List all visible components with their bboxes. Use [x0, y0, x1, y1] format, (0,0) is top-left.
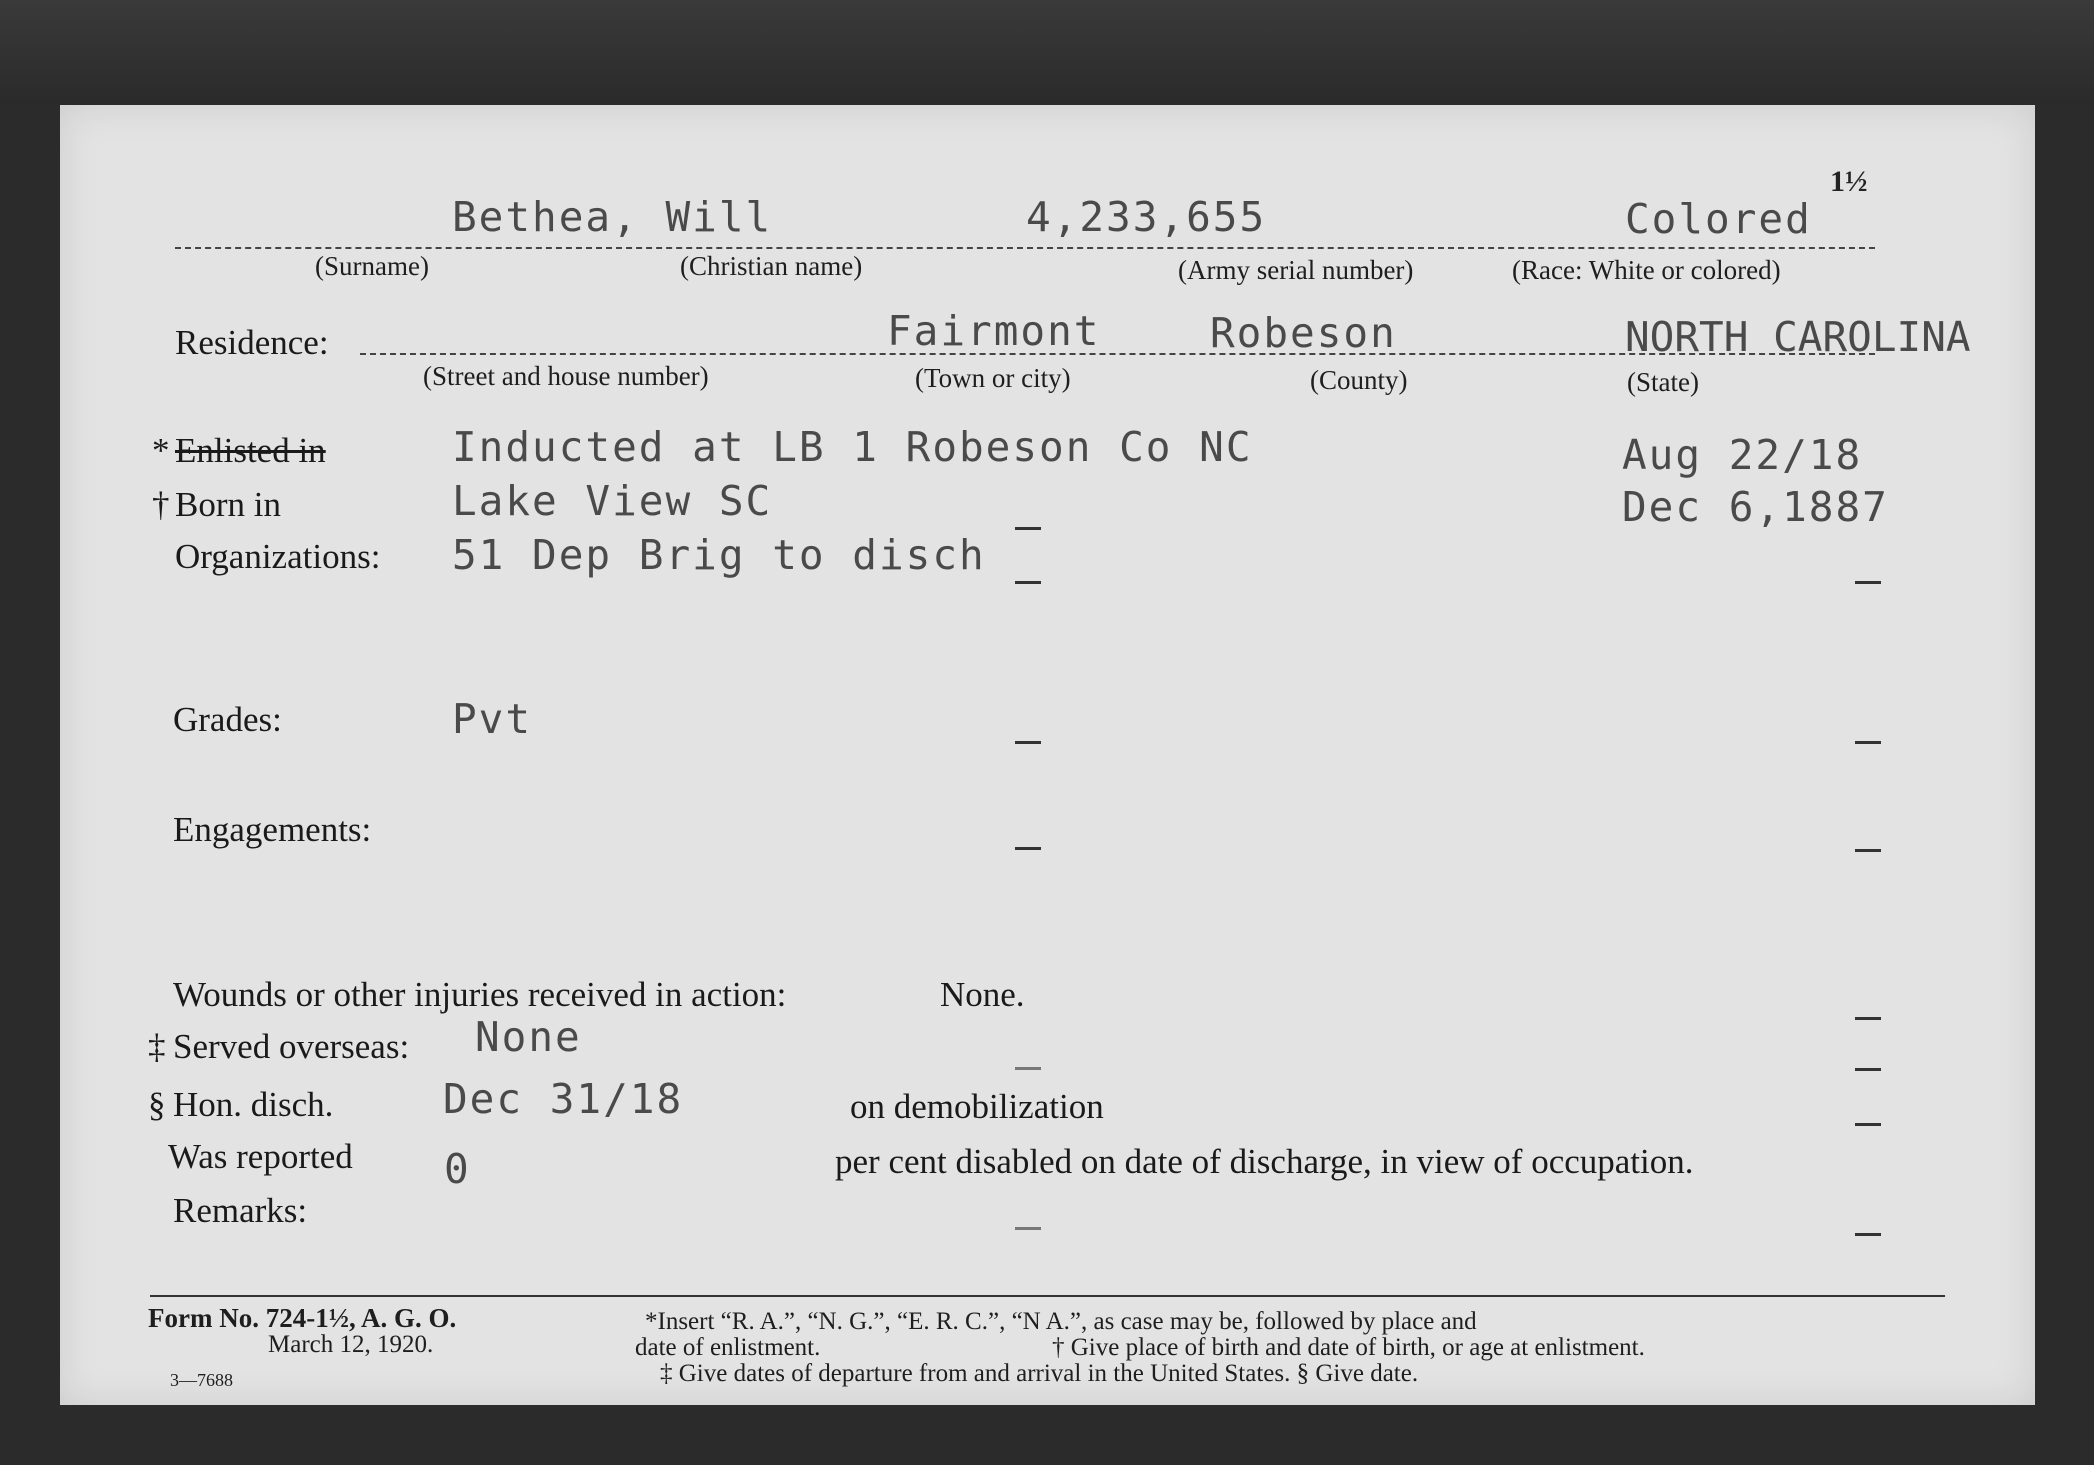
street-caption: (Street and house number): [423, 361, 709, 391]
overseas-value: None: [475, 1013, 582, 1061]
wounds-right-dash: [1855, 1017, 1881, 1020]
organizations-label: Organizations:: [175, 537, 381, 576]
residence-label: Residence:: [175, 323, 329, 362]
reported-label: Was reported: [168, 1137, 353, 1176]
footer-rule: [150, 1295, 1945, 1297]
born-value: Lake View SC: [452, 477, 773, 525]
wounds-label: Wounds or other injuries received in action:: [173, 975, 787, 1014]
grades-value: Pvt: [452, 695, 533, 743]
wounds-value: None.: [940, 975, 1025, 1014]
enlisted-label: Enlisted in: [175, 431, 326, 470]
remarks-mid-dash: [1015, 1227, 1041, 1230]
print-code: 3—7688: [170, 1370, 233, 1390]
service-record-card: [60, 105, 2035, 1405]
organizations-right-dash: [1855, 581, 1881, 584]
organizations-mid-dash: [1015, 581, 1041, 584]
form-number: Form No. 724-1½, A. G. O.: [148, 1303, 457, 1333]
overseas-label: Served overseas:: [173, 1027, 410, 1066]
enlisted-mark: *: [152, 431, 170, 470]
engagements-label: Engagements:: [173, 810, 372, 849]
grades-label: Grades:: [173, 700, 282, 739]
born-date: Dec 6,1887: [1622, 483, 1889, 531]
reported-value: 0: [444, 1145, 471, 1193]
name-line: [175, 247, 1875, 249]
enlisted-value: Inducted at LB 1 Robeson Co NC: [452, 423, 1253, 471]
footnote-line-1: *Insert “R. A.”, “N. G.”, “E. R. C.”, “N A.”, as case may be, followed by place and: [645, 1308, 1477, 1335]
overseas-mid-dash: [1015, 1067, 1041, 1070]
enlisted-date: Aug 22/18: [1622, 431, 1863, 479]
grades-right-dash: [1855, 741, 1881, 744]
hon-disch-value: Dec 31/18: [443, 1075, 684, 1123]
footnote-line-2b: † Give place of birth and date of birth, or age at enlistment.: [1052, 1334, 1645, 1361]
hon-disch-label: Hon. disch.: [173, 1085, 334, 1124]
form-date: March 12, 1920.: [268, 1331, 434, 1358]
surname-caption: (Surname): [315, 251, 429, 281]
state-caption: (State): [1627, 367, 1699, 397]
engagements-right-dash: [1855, 849, 1881, 852]
engagements-mid-dash: [1015, 847, 1041, 850]
overseas-right-dash: [1855, 1068, 1881, 1071]
born-label: Born in: [175, 485, 281, 524]
born-mark: †: [152, 485, 170, 524]
town-caption: (Town or city): [915, 363, 1071, 393]
grades-mid-dash: [1015, 741, 1041, 744]
county-caption: (County): [1310, 365, 1408, 395]
race-caption: (Race: White or colored): [1512, 255, 1781, 285]
serial-number-value: 4,233,655: [1026, 193, 1267, 241]
footnote-line-2a: date of enlistment.: [635, 1334, 821, 1361]
remarks-label: Remarks:: [173, 1191, 308, 1230]
residence-town: Fairmont: [887, 307, 1101, 355]
scan-background: [0, 0, 2094, 105]
footnote-line-3: ‡ Give dates of departure from and arrival in the United States. § Give date.: [660, 1360, 1419, 1387]
race-value: Colored: [1625, 195, 1812, 243]
organizations-value: 51 Dep Brig to disch: [452, 531, 986, 579]
hon-disch-mark: §: [148, 1085, 166, 1124]
christian-name-caption: (Christian name): [680, 251, 863, 281]
overseas-mark: ‡: [148, 1027, 166, 1066]
residence-county: Robeson: [1210, 309, 1397, 357]
hon-disch-note: on demobilization: [850, 1087, 1104, 1126]
born-mid-dash: [1015, 527, 1041, 530]
remarks-right-dash: [1855, 1233, 1881, 1236]
residence-state: NORTH CAROLINA: [1625, 313, 1971, 361]
fraction-mark: 1½: [1830, 165, 1868, 198]
reported-note: per cent disabled on date of discharge, in view of occupation.: [835, 1142, 1694, 1181]
serial-caption: (Army serial number): [1178, 255, 1414, 285]
hon-disch-right-dash: [1855, 1123, 1881, 1126]
name-value: Bethea, Will: [452, 193, 773, 241]
